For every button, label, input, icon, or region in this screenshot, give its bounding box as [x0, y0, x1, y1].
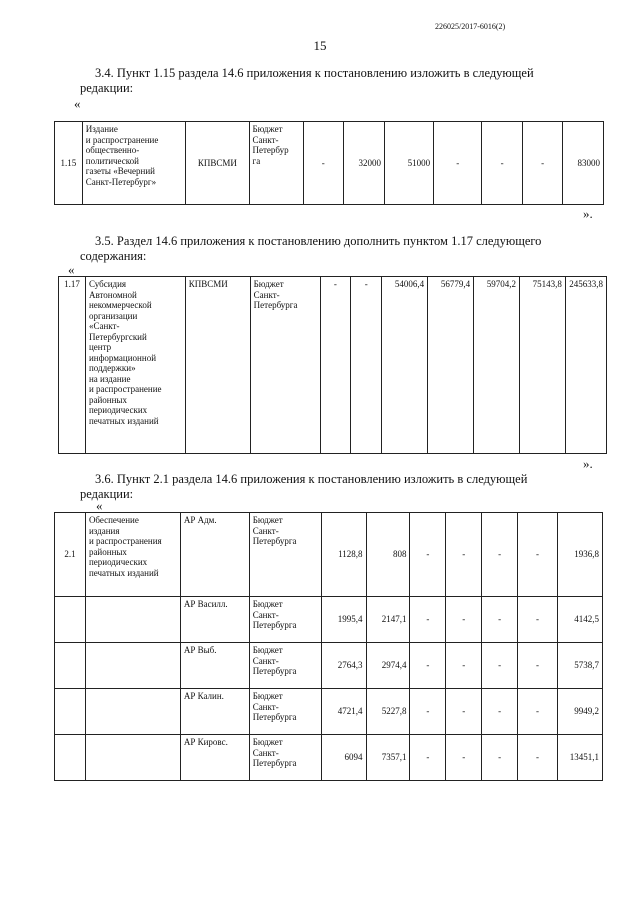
cell-executor: АР Адм. [180, 513, 249, 597]
cell-year-2018: - [303, 122, 343, 205]
cell-year-2023: - [518, 689, 558, 735]
cell-year-2022: - [482, 122, 523, 205]
cell-year-2023: - [522, 122, 563, 205]
table-row [55, 597, 603, 643]
open-quote: « [96, 498, 103, 513]
table-item-2-1 [54, 512, 603, 781]
table-row [55, 643, 603, 689]
cell-year-2018: 2764,3 [321, 643, 366, 689]
cell-year-2018: 4721,4 [321, 689, 366, 735]
cell-executor: АР Кировс. [180, 735, 249, 781]
cell-item-name: Издание и распространение общественно- политической газеты «Вечерний Санкт-Петербург» [82, 122, 186, 205]
cell-item-number: 2.1 [55, 513, 86, 597]
cell-total: 1936,8 [557, 513, 602, 597]
cell-executor: АР Василл. [180, 597, 249, 643]
cell-year-2020: 51000 [385, 122, 434, 205]
cell-total: 13451,1 [557, 735, 602, 781]
cell-year-2021: - [434, 122, 482, 205]
paragraph-line: редакции: [80, 487, 134, 501]
cell-executor: КПВСМИ [186, 122, 249, 205]
cell-year-2022: 59704,2 [474, 277, 520, 454]
paragraph-line: редакции: [80, 81, 134, 95]
cell-year-2020: - [410, 597, 446, 643]
cell-total: 9949,2 [557, 689, 602, 735]
cell-year-2019: - [351, 277, 382, 454]
document-number: 226025/2017-6016(2) [435, 22, 506, 31]
cell-item-name [85, 643, 180, 689]
cell-year-2018: 1995,4 [321, 597, 366, 643]
cell-item-number: 1.15 [55, 122, 83, 205]
cell-year-2020: - [410, 689, 446, 735]
cell-year-2021: - [446, 643, 482, 689]
cell-year-2021: - [446, 513, 482, 597]
close-quote: ». [583, 206, 593, 221]
cell-item-number: 1.17 [59, 277, 86, 454]
open-quote: « [74, 96, 81, 111]
cell-total: 5738,7 [557, 643, 602, 689]
cell-year-2019: 32000 [343, 122, 384, 205]
cell-item-name [85, 597, 180, 643]
cell-year-2019: 7357,1 [366, 735, 410, 781]
cell-executor: КПВСМИ [185, 277, 250, 454]
cell-total: 245633,8 [565, 277, 606, 454]
cell-year-2018: 1128,8 [321, 513, 366, 597]
table-row [55, 689, 603, 735]
cell-year-2021: - [446, 735, 482, 781]
cell-funding-source: Бюджет Санкт- Петербурга [249, 689, 321, 735]
cell-year-2020: - [410, 513, 446, 597]
cell-year-2018: - [320, 277, 351, 454]
cell-year-2019: 808 [366, 513, 410, 597]
cell-item-name [85, 735, 180, 781]
cell-total: 4142,5 [557, 597, 602, 643]
cell-item-number [55, 597, 86, 643]
table-item-1-17 [58, 276, 607, 454]
cell-year-2021: 56779,4 [428, 277, 474, 454]
cell-funding-source: Бюджет Санкт- Петербурга [250, 277, 320, 454]
paragraph-3-4 [80, 66, 587, 96]
cell-funding-source: Бюджет Санкт- Петербурга [249, 735, 321, 781]
cell-year-2020: - [410, 643, 446, 689]
cell-item-number [55, 735, 86, 781]
cell-funding-source: Бюджет Санкт- Петербурга [249, 643, 321, 689]
cell-item-name: Субсидия Автономной некоммерческой организации «Санкт- Петербургский центр информационной поддержки» на издание и распространение районных периодических печатных изданий [85, 277, 185, 454]
cell-year-2020: 54006,4 [382, 277, 428, 454]
cell-year-2023: - [518, 513, 558, 597]
cell-year-2023: - [518, 643, 558, 689]
cell-year-2021: - [446, 597, 482, 643]
cell-funding-source: Бюджет Санкт- Петербур га [249, 122, 303, 205]
cell-year-2023: 75143,8 [519, 277, 565, 454]
cell-executor: АР Калин. [180, 689, 249, 735]
cell-item-name: Обеспечение издания и распространения районных периодических печатных изданий [85, 513, 180, 597]
cell-item-name [85, 689, 180, 735]
table-row [55, 513, 603, 597]
cell-year-2020: - [410, 735, 446, 781]
cell-year-2019: 2147,1 [366, 597, 410, 643]
paragraph-line: содержания: [80, 249, 147, 263]
paragraph-line: 3.6. Пункт 2.1 раздела 14.6 приложения к постановлению изложить в следующей [95, 472, 528, 486]
cell-year-2019: 2974,4 [366, 643, 410, 689]
cell-year-2023: - [518, 735, 558, 781]
open-quote: « [68, 262, 75, 277]
cell-year-2023: - [518, 597, 558, 643]
cell-funding-source: Бюджет Санкт- Петербурга [249, 597, 321, 643]
cell-year-2018: 6094 [321, 735, 366, 781]
cell-funding-source: Бюджет Санкт- Петербурга [249, 513, 321, 597]
paragraph-3-5 [80, 234, 587, 264]
cell-year-2021: - [446, 689, 482, 735]
cell-year-2019: 5227,8 [366, 689, 410, 735]
cell-year-2022: - [482, 689, 518, 735]
cell-year-2022: - [482, 597, 518, 643]
table-row [59, 277, 607, 454]
cell-executor: АР Выб. [180, 643, 249, 689]
table-row [55, 122, 604, 205]
cell-total: 83000 [563, 122, 604, 205]
table-body [55, 513, 603, 781]
cell-year-2022: - [482, 513, 518, 597]
table-item-1-15 [54, 121, 604, 205]
cell-year-2022: - [482, 735, 518, 781]
cell-year-2022: - [482, 643, 518, 689]
table-row [55, 735, 603, 781]
cell-item-number [55, 643, 86, 689]
paragraph-line: 3.5. Раздел 14.6 приложения к постановлению дополнить пунктом 1.17 следующего [95, 234, 542, 248]
paragraph-line: 3.4. Пункт 1.15 раздела 14.6 приложения к постановлению изложить в следующей [95, 66, 534, 80]
page-number: 15 [313, 38, 327, 53]
paragraph-3-6 [80, 472, 587, 502]
close-quote: ». [583, 456, 593, 471]
cell-item-number [55, 689, 86, 735]
